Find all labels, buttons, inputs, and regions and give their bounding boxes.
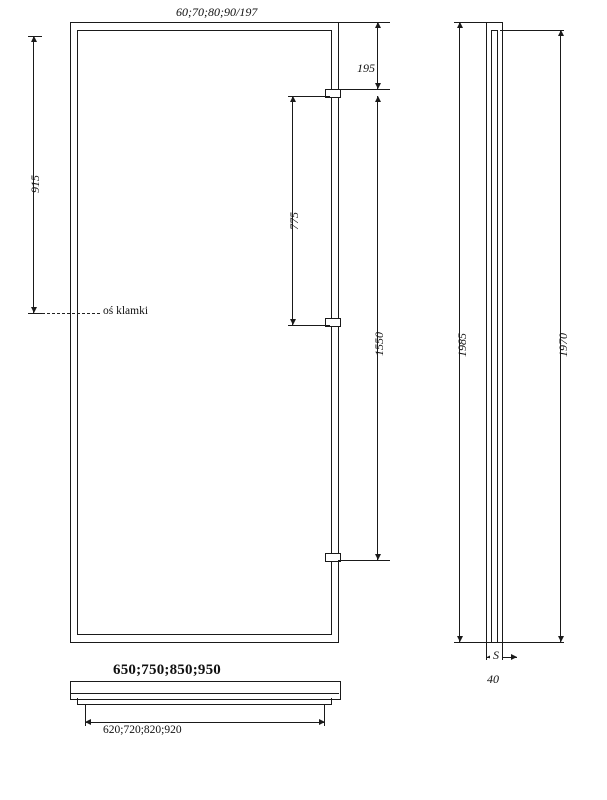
side-view-inner-right-edge [497, 30, 498, 642]
front-view-outer-right-edge [338, 22, 339, 642]
hinge-spacing-label: 775 [287, 212, 301, 230]
front-view-inner-left-edge [77, 30, 78, 634]
top-view-panel-lower-left [77, 698, 78, 705]
top-view-inner-dimension-line [85, 722, 325, 723]
hinge-spacing-extension-lower [288, 325, 330, 326]
top-hinge-dimension-line [377, 22, 378, 89]
front-view-inner-right-edge [331, 30, 332, 634]
front-width-label: 60;70;80;90/197 [176, 5, 258, 19]
top-hinge-extension-lower [338, 89, 390, 90]
side-left-height-dimension-line [459, 22, 460, 642]
hinge-spacing-arrow-down [290, 319, 296, 325]
top-view-inner-arrow-right [319, 719, 325, 725]
thickness-extension-left [486, 642, 487, 660]
side-view-right-edge [502, 22, 503, 642]
top-view-inner-width-label: 620;720;820;920 [103, 724, 182, 736]
side-view-inner-top-edge [491, 30, 498, 31]
side-left-height-top-tick [454, 22, 488, 23]
thickness-core-label: S [490, 648, 502, 663]
lower-hinge-label: 1550 [372, 332, 386, 356]
front-view-outer-bottom-edge [70, 642, 339, 643]
top-view-outer-width-label: 650;750;850;950 [113, 662, 221, 678]
side-left-height-bottom-tick [454, 642, 488, 643]
front-view-inner-bottom-edge [77, 634, 332, 635]
thickness-core-arrow-right [511, 654, 517, 660]
thickness-extension-right [502, 642, 503, 660]
front-view-outer-left-edge [70, 22, 71, 642]
top-view-inner-arrow-left [85, 719, 91, 725]
side-right-height-top-tick [500, 30, 564, 31]
handle-axis-dashed-line [42, 313, 100, 314]
handle-axis-note: oś klamki [103, 305, 149, 317]
hinge-spacing-dimension-line [292, 96, 293, 325]
front-view-inner-top-edge [77, 30, 332, 31]
side-view-inner-left-edge [491, 30, 492, 642]
top-hinge-arrow-down [375, 83, 381, 89]
handle-height-label: 915 [28, 175, 42, 193]
top-hinge-label: 195 [357, 61, 375, 75]
handle-height-upper-tick [28, 36, 42, 37]
handle-height-lower-tick [28, 313, 42, 314]
lower-hinge-dimension-line [377, 96, 378, 560]
top-view-panel-lower-right [331, 698, 332, 705]
front-width-dimension-line [70, 22, 339, 23]
hinge-spacing-arrow-up [290, 96, 296, 102]
lower-hinge-arrow-up [375, 96, 381, 102]
top-view-panel-lower-line [77, 704, 332, 705]
thickness-total-label: 40 [487, 672, 499, 686]
top-hinge-arrow-up [375, 22, 381, 28]
side-view-top-edge [486, 22, 503, 23]
side-left-height-label: 1985 [455, 333, 469, 357]
side-right-height-label: 1970 [556, 333, 570, 357]
side-view-left-edge [486, 22, 487, 642]
top-view-panel-midline [70, 693, 339, 694]
side-right-height-bottom-tick [500, 642, 564, 643]
lower-hinge-extension [338, 560, 390, 561]
top-view-outer-panel [70, 681, 341, 700]
top-hinge-extension-upper [338, 22, 390, 23]
